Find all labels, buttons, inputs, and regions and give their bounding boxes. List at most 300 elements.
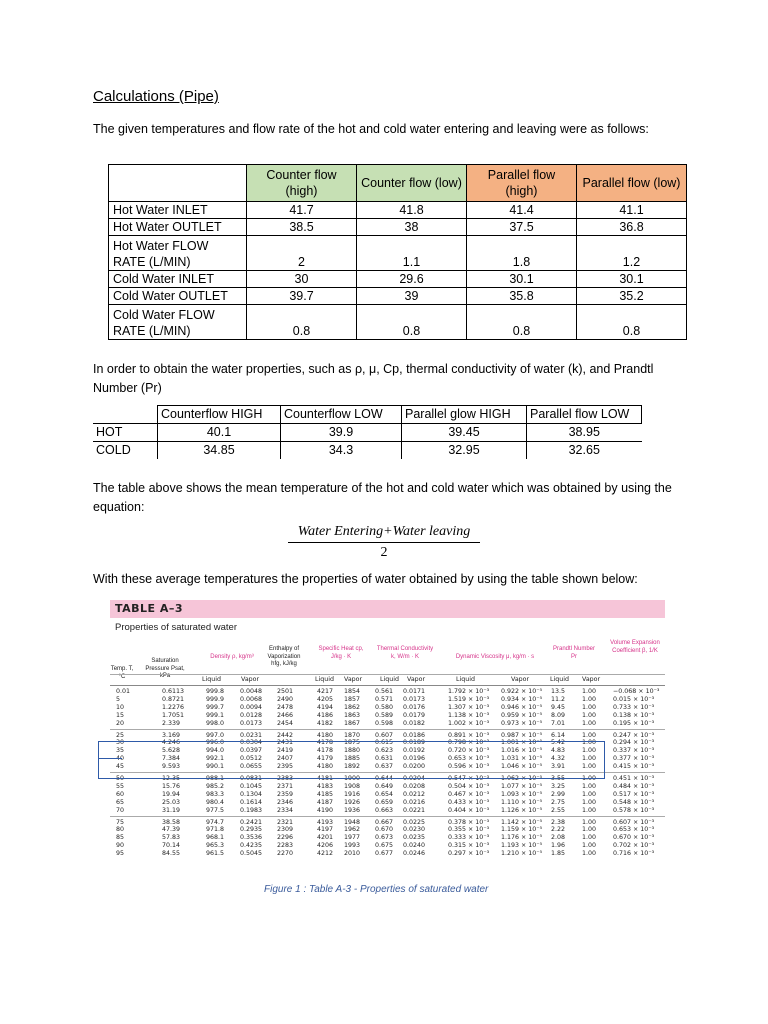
subheader-label: Vapor (407, 676, 426, 683)
cell: 30 (247, 271, 357, 288)
cell: 0.675 (375, 842, 394, 850)
cell: 997.0 (206, 731, 225, 739)
cell: 0.0068 (240, 695, 263, 703)
cell: 1.00 (582, 731, 597, 739)
cell: 2371 (277, 782, 294, 790)
cell: 0.987 × 10⁻⁵ (501, 731, 543, 739)
cell: 0.720 × 10⁻³ (448, 747, 490, 755)
col-header: Counter flow (high) (247, 165, 357, 202)
cell: 4193 (317, 818, 334, 826)
cell: 5 (116, 695, 121, 703)
cell: 30 (116, 739, 125, 747)
cell: 999.8 (206, 688, 225, 695)
cell: 0.596 × 10⁻³ (448, 763, 490, 771)
cell: 4194 (317, 703, 334, 711)
cell: 4186 (317, 711, 334, 719)
cell: 4180 (317, 763, 334, 771)
col-header: Parallel flow (low) (577, 165, 687, 202)
cell: 0.8 (467, 305, 577, 340)
cell: 0.561 (375, 688, 394, 695)
cell: 10 (116, 703, 125, 711)
cell: 39.9 (281, 424, 402, 442)
cell: 1916 (344, 790, 361, 798)
cell: 57.83 (162, 834, 181, 842)
cell: 2.08 (551, 834, 566, 842)
cell: 0.670 × 10⁻³ (613, 834, 655, 842)
properties-paragraph: In order to obtain the water properties, such as ρ, μ, Cp, thermal conductivity of water (k), and Prandtl Number (Pr) (93, 362, 654, 395)
table-row (109, 305, 687, 340)
cell: 0.0246 (403, 850, 426, 858)
col-header: Parallel flow LOW (527, 406, 642, 424)
table-row (110, 834, 665, 842)
cell: 1.519 × 10⁻³ (448, 695, 490, 703)
cell: 3.91 (551, 763, 566, 771)
cell: 65 (116, 798, 125, 806)
table-row (110, 732, 665, 740)
cell: 1.002 × 10⁻³ (448, 719, 490, 727)
cell: 4217 (317, 688, 334, 695)
cell: 41.4 (467, 202, 577, 219)
cell: 0.355 × 10⁻³ (448, 826, 490, 834)
cell: 0.598 (375, 719, 394, 727)
cell: 0.01 (116, 688, 131, 695)
cell: 95 (116, 850, 125, 858)
table-row (110, 783, 665, 791)
cell: 1.1 (357, 236, 467, 271)
cell: 41.7 (247, 202, 357, 219)
cell: 1885 (344, 755, 361, 763)
cell: 1908 (344, 782, 361, 790)
cell: 1.00 (582, 739, 597, 747)
cell: 0.433 × 10⁻³ (448, 798, 490, 806)
cell: 2466 (277, 711, 294, 719)
cell: 0.1983 (240, 806, 263, 814)
cell: 4205 (317, 695, 334, 703)
cell: 2395 (277, 763, 294, 771)
equation-denominator: 2 (380, 545, 388, 560)
cell: 0.337 × 10⁻³ (613, 747, 655, 755)
cell: 4197 (317, 826, 334, 834)
inlet-outlet-table (108, 164, 687, 340)
cell: 1.85 (551, 850, 566, 858)
table-row (110, 704, 665, 712)
cell: 19.94 (162, 790, 181, 798)
cell: 0.484 × 10⁻³ (613, 782, 655, 790)
table-row (109, 236, 687, 271)
cell: 3.169 (162, 731, 181, 739)
cell: 84.55 (162, 850, 181, 858)
cell: 1.00 (582, 763, 597, 771)
cell: 1857 (344, 695, 361, 703)
cell: 0.015 × 10⁻³ (613, 695, 655, 703)
cell: 1.00 (582, 755, 597, 763)
cell: 2283 (277, 842, 294, 850)
cell: 0.138 × 10⁻³ (613, 711, 655, 719)
header-beta: Volume Expansion Coefficient β, 1/K (610, 640, 660, 654)
subheader-label: Liquid (315, 676, 334, 683)
cell: 0.404 × 10⁻³ (448, 806, 490, 814)
cell: 974.7 (206, 818, 225, 826)
cell: 2.22 (551, 826, 566, 834)
average-paragraph: With these average temperatures the properties of water obtained by using the table shown below: (93, 572, 638, 586)
cell: 1.00 (582, 826, 597, 834)
cell: 1.00 (582, 790, 597, 798)
cell: 0.922 × 10⁻⁵ (501, 688, 543, 695)
cell: 1.00 (582, 782, 597, 790)
cell: 1880 (344, 747, 361, 755)
table-row (110, 791, 665, 799)
cell: 999.1 (206, 711, 225, 719)
table-row (93, 424, 642, 442)
cell: 1.031 × 10⁻⁵ (501, 755, 543, 763)
highlight-box (98, 741, 605, 779)
cell: 1.062 × 10⁻⁵ (501, 775, 543, 782)
cell: 0.0176 (403, 703, 426, 711)
cell: 0.8 (577, 305, 687, 340)
cell: 1.138 × 10⁻³ (448, 711, 490, 719)
cell: 1.00 (582, 842, 597, 850)
cell: 1.077 × 10⁻⁵ (501, 782, 543, 790)
cell: 1.00 (582, 719, 597, 727)
cell: 0.663 (375, 806, 394, 814)
figure-caption: Figure 1 : Table A-3 - Properties of saturated water (264, 884, 489, 895)
col-header: Parallel glow HIGH (402, 406, 527, 424)
cell: 0.0831 (240, 775, 263, 782)
cell: 0.0512 (240, 755, 263, 763)
cell: 0.959 × 10⁻⁵ (501, 711, 543, 719)
subheader-label: Vapor (582, 676, 601, 683)
cell: 30.1 (577, 271, 687, 288)
cell: 34.3 (281, 442, 402, 460)
cell: 75 (116, 818, 125, 826)
cell: 0.8 (357, 305, 467, 340)
cell: 0.5045 (240, 850, 263, 858)
cell: 0.8721 (162, 695, 185, 703)
cell: 0.654 (375, 790, 394, 798)
cell: 1863 (344, 711, 361, 719)
cell: 998.0 (206, 719, 225, 727)
cell: 0.589 (375, 711, 394, 719)
cell: 4185 (317, 790, 334, 798)
cell: 4187 (317, 798, 334, 806)
table-a3-title: TABLE A–3 (115, 602, 184, 615)
cell: 980.4 (206, 798, 225, 806)
cell: 41.8 (357, 202, 467, 219)
table-row (109, 219, 687, 236)
cell: 0.0655 (240, 763, 263, 771)
header-pr: Prandtl Number Pr (552, 646, 596, 660)
cell: 0.0171 (403, 688, 426, 695)
cell: 4183 (317, 782, 334, 790)
cell: 47.39 (162, 826, 181, 834)
cell: 1926 (344, 798, 361, 806)
cell: 2321 (277, 818, 294, 826)
subheader-label: Liquid (456, 676, 475, 683)
cell: 1.210 × 10⁻⁵ (501, 850, 543, 858)
header-enthalpy: Enthalpy of Vaporization hfg, kJ/kg (267, 646, 301, 667)
cell: 32.65 (527, 442, 642, 460)
cell: 4212 (317, 850, 334, 858)
cell: 45 (116, 763, 125, 771)
cell: 1.176 × 10⁻⁵ (501, 834, 543, 842)
cell: 38 (357, 219, 467, 236)
cell: 35.2 (577, 288, 687, 305)
mean-temperature-table (93, 405, 642, 459)
cell: 1936 (344, 806, 361, 814)
cell: 7.01 (551, 719, 566, 727)
cell: 4178 (317, 747, 334, 755)
cell: 2.38 (551, 818, 566, 826)
cell: 12.35 (162, 775, 181, 782)
col-header: Parallel flow (high) (467, 165, 577, 202)
cell: 1.00 (582, 806, 597, 814)
cell: 2454 (277, 719, 294, 727)
header-mu: Dynamic Viscosity μ, kg/m · s (455, 654, 535, 660)
table-row (110, 696, 665, 704)
table-row (109, 271, 687, 288)
cell: 0.0304 (240, 739, 263, 747)
cell: 6.14 (551, 731, 566, 739)
cell: 1.00 (582, 798, 597, 806)
table-row (109, 288, 687, 305)
col-header: Counterflow HIGH (158, 406, 281, 424)
cell: 15 (116, 711, 125, 719)
row-label: Cold Water INLET (109, 271, 247, 288)
cell: 0.195 × 10⁻³ (613, 719, 655, 727)
header-k: Thermal Conductivity k, W/m · K (376, 646, 434, 660)
cell: 1854 (344, 688, 361, 695)
cell: 2334 (277, 806, 294, 814)
cell: 0.659 (375, 798, 394, 806)
cell: 30.1 (467, 271, 577, 288)
cell: 4201 (317, 834, 334, 842)
cell: 1862 (344, 703, 361, 711)
cell: 1.00 (582, 747, 597, 755)
cell: 0.377 × 10⁻³ (613, 755, 655, 763)
cell: 35 (116, 747, 125, 755)
cell: 0.3536 (240, 834, 263, 842)
corner-cell (109, 165, 247, 202)
cell: 9.593 (162, 763, 181, 771)
cell: 4.32 (551, 755, 566, 763)
cell: 2431 (277, 739, 294, 747)
cell: 0.0225 (403, 818, 426, 826)
cell: 4180 (317, 731, 334, 739)
cell: 2.339 (162, 719, 181, 727)
cell: 25.03 (162, 798, 181, 806)
cell: 1.00 (582, 850, 597, 858)
cell: 8.09 (551, 711, 566, 719)
cell: 0.0048 (240, 688, 263, 695)
subheader-label: Vapor (511, 676, 530, 683)
cell: 0.297 × 10⁻³ (448, 850, 490, 858)
cell: 80 (116, 826, 125, 834)
cell: 3.25 (551, 782, 566, 790)
cell: 1.00 (582, 688, 597, 695)
group-divider (110, 729, 665, 730)
header-cp: Specific Heat cp, J/kg · K (318, 646, 364, 660)
cell: 2.55 (551, 806, 566, 814)
cell: 2419 (277, 747, 294, 755)
cell: 0.615 (375, 739, 394, 747)
cell: 2442 (277, 731, 294, 739)
cell: 0.677 (375, 850, 394, 858)
subheader-label: Liquid (202, 676, 221, 683)
cell: 0.517 × 10⁻³ (613, 790, 655, 798)
cell: 1.00 (582, 711, 597, 719)
cell: 968.1 (206, 834, 225, 842)
cell: 999.9 (206, 695, 225, 703)
cell: 1867 (344, 719, 361, 727)
cell: 0.670 (375, 826, 394, 834)
cell: 0.702 × 10⁻³ (613, 842, 655, 850)
cell: 0.653 × 10⁻³ (448, 755, 490, 763)
cell: 1.001 × 10⁻⁵ (501, 739, 543, 747)
cell: 39 (357, 288, 467, 305)
cell: 60 (116, 790, 125, 798)
cell: 0.415 × 10⁻³ (613, 763, 655, 771)
cell: 38.95 (527, 424, 642, 442)
cell: 0.6113 (162, 688, 185, 695)
cell: 0.0173 (240, 719, 263, 727)
cell: 1.00 (582, 818, 597, 826)
subheader-label: Vapor (344, 676, 363, 683)
cell: 0.247 × 10⁻³ (613, 731, 655, 739)
cell: 1962 (344, 826, 361, 834)
cell: 1870 (344, 731, 361, 739)
table-row (110, 819, 665, 827)
cell: 1892 (344, 763, 361, 771)
corner-cell (93, 406, 158, 424)
cell: 0.1304 (240, 790, 263, 798)
cell: 0.547 × 10⁻³ (448, 775, 490, 782)
cell: 0.946 × 10⁻⁵ (501, 703, 543, 711)
row-label: Hot Water OUTLET (109, 219, 247, 236)
cell: 1.00 (582, 695, 597, 703)
cell: 2.75 (551, 798, 566, 806)
cell: 2.99 (551, 790, 566, 798)
cell: 11.2 (551, 695, 566, 703)
cell: 990.1 (206, 763, 225, 771)
cell: 38.5 (247, 219, 357, 236)
header-density: Density ρ, kg/m³ (210, 654, 254, 660)
cell: 961.5 (206, 850, 225, 858)
cell: 2010 (344, 850, 361, 858)
cell: 1.159 × 10⁻⁵ (501, 826, 543, 834)
cell: 992.1 (206, 755, 225, 763)
equation-numerator: Water Entering+Water leaving (288, 524, 480, 543)
cell: 4190 (317, 806, 334, 814)
cell: 38.58 (162, 818, 181, 826)
cell: 0.607 × 10⁻³ (613, 818, 655, 826)
cell: 996.0 (206, 739, 225, 747)
subheader-label: Liquid (550, 676, 569, 683)
cell: 70.14 (162, 842, 181, 850)
cell: 0.0235 (403, 834, 426, 842)
cell: 0.504 × 10⁻³ (448, 782, 490, 790)
cell: 1.193 × 10⁻⁵ (501, 842, 543, 850)
cell: 40 (116, 755, 125, 763)
cell: 55 (116, 782, 125, 790)
cell: 0.467 × 10⁻³ (448, 790, 490, 798)
cell: 0.294 × 10⁻³ (613, 739, 655, 747)
cell: 0.0231 (240, 731, 263, 739)
table-row (110, 712, 665, 720)
cell: 20 (116, 719, 125, 727)
cell: 9.45 (551, 703, 566, 711)
cell: 0.4235 (240, 842, 263, 850)
cell: 4181 (317, 775, 334, 782)
cell: 0.0128 (240, 711, 263, 719)
cell: 0.0189 (403, 739, 426, 747)
table-a3-figure (110, 598, 665, 880)
cell: 31.19 (162, 806, 181, 814)
cell: 4182 (317, 719, 334, 727)
cell: 1948 (344, 818, 361, 826)
cell: 0.0208 (403, 782, 426, 790)
cell: 32.95 (402, 442, 527, 460)
cell: 0.0200 (403, 763, 426, 771)
highlight-marker (98, 758, 122, 759)
cell: 50 (116, 775, 125, 782)
cell: 29.6 (357, 271, 467, 288)
cell: 2383 (277, 775, 294, 782)
cell: 1993 (344, 842, 361, 850)
cell: 0.733 × 10⁻³ (613, 703, 655, 711)
cell: 985.2 (206, 782, 225, 790)
cell: 0.0240 (403, 842, 426, 850)
cell: 0.0196 (403, 755, 426, 763)
cell: 0.0192 (403, 747, 426, 755)
cell: 1.2 (577, 236, 687, 271)
table-a3-subtitle: Properties of saturated water (115, 622, 237, 633)
cell: −0.068 × 10⁻³ (613, 688, 660, 695)
cell: 1.96 (551, 842, 566, 850)
cell: 4206 (317, 842, 334, 850)
cell: 25 (116, 731, 125, 739)
cell: 1.142 × 10⁻⁵ (501, 818, 543, 826)
cell: 2359 (277, 790, 294, 798)
group-divider (110, 816, 665, 817)
cell: 0.571 (375, 695, 394, 703)
cell: 13.5 (551, 688, 566, 695)
cell: 1875 (344, 739, 361, 747)
cell: 0.934 × 10⁻⁵ (501, 695, 543, 703)
cell: 2296 (277, 834, 294, 842)
cell: 2501 (277, 688, 294, 695)
cell: 0.1045 (240, 782, 263, 790)
cell: 0.0212 (403, 790, 426, 798)
cell: 36.8 (577, 219, 687, 236)
cell: 0.0204 (403, 775, 426, 782)
subheader-label: Vapor (241, 676, 260, 683)
cell: 0.637 (375, 763, 394, 771)
cell: 1.110 × 10⁻⁵ (501, 798, 543, 806)
cell: 4178 (317, 739, 334, 747)
cell: 0.315 × 10⁻³ (448, 842, 490, 850)
cell: 1.00 (582, 834, 597, 842)
cell: 1.00 (582, 703, 597, 711)
mean-equation (288, 524, 480, 561)
row-label: Cold Water OUTLET (109, 288, 247, 305)
cell: 2 (247, 236, 357, 271)
header-pressure: Saturation Pressure Psat, kPa (145, 658, 185, 679)
col-header: Counterflow LOW (281, 406, 402, 424)
cell: 0.0221 (403, 806, 426, 814)
cell: 0.2935 (240, 826, 263, 834)
cell: 0.0182 (403, 719, 426, 727)
cell: 85 (116, 834, 125, 842)
